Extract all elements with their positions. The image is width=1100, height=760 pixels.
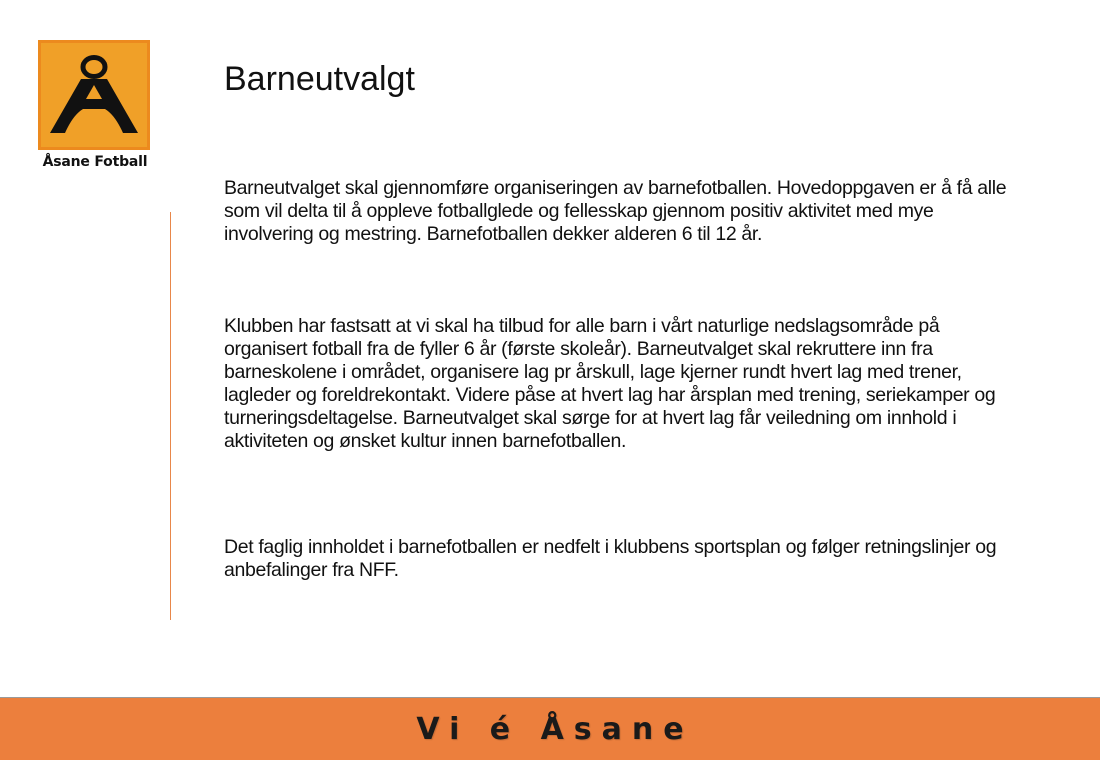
- vertical-divider: [170, 212, 171, 620]
- paragraph-3: Det faglig innholdet i barnefotballen er nedfelt i klubbens sportsplan og følger retningslinjer og anbefalinger fra NFF.: [224, 536, 997, 581]
- footer-banner: [0, 697, 1100, 760]
- paragraph-2: Klubben har fastsatt at vi skal ha tilbud for alle barn i vårt naturlige nedslagsområde på organisert fotball fra de fyller 6 år (første skoleår). Barneutvalget skal rekruttere inn fra barneskolene i området, organisere lag pr årskull, lage kjerner rundt hvert lag med trener, lagleder og foreldrekontakt. Videre påse at hvert lag har årsplan med trening, seriekamper og turneringsdeltagelse. Barneutvalget skal sørge for at hvert lag får veiledning om innhold i aktiviteten og ønsket kultur innen barnefotballen.: [224, 315, 996, 452]
- slide-title: Barneutvalgt: [224, 60, 415, 98]
- club-logo: [38, 40, 152, 170]
- logo-text: Åsane Fotball: [42, 154, 148, 170]
- paragraph-1: Barneutvalget skal gjennomføre organiseringen av barnefotballen. Hovedoppgaven er å få alle som vil delta til å oppleve fotballglede og fellesskap gjennom positiv aktivitet med mye involvering og mestring. Barnefotballen dekker alderen 6 til 12 år.: [224, 177, 1007, 245]
- a-ring-emblem-icon: [41, 43, 147, 147]
- logo-emblem: [38, 40, 150, 150]
- footer-slogan: Vi é Åsane: [416, 711, 694, 747]
